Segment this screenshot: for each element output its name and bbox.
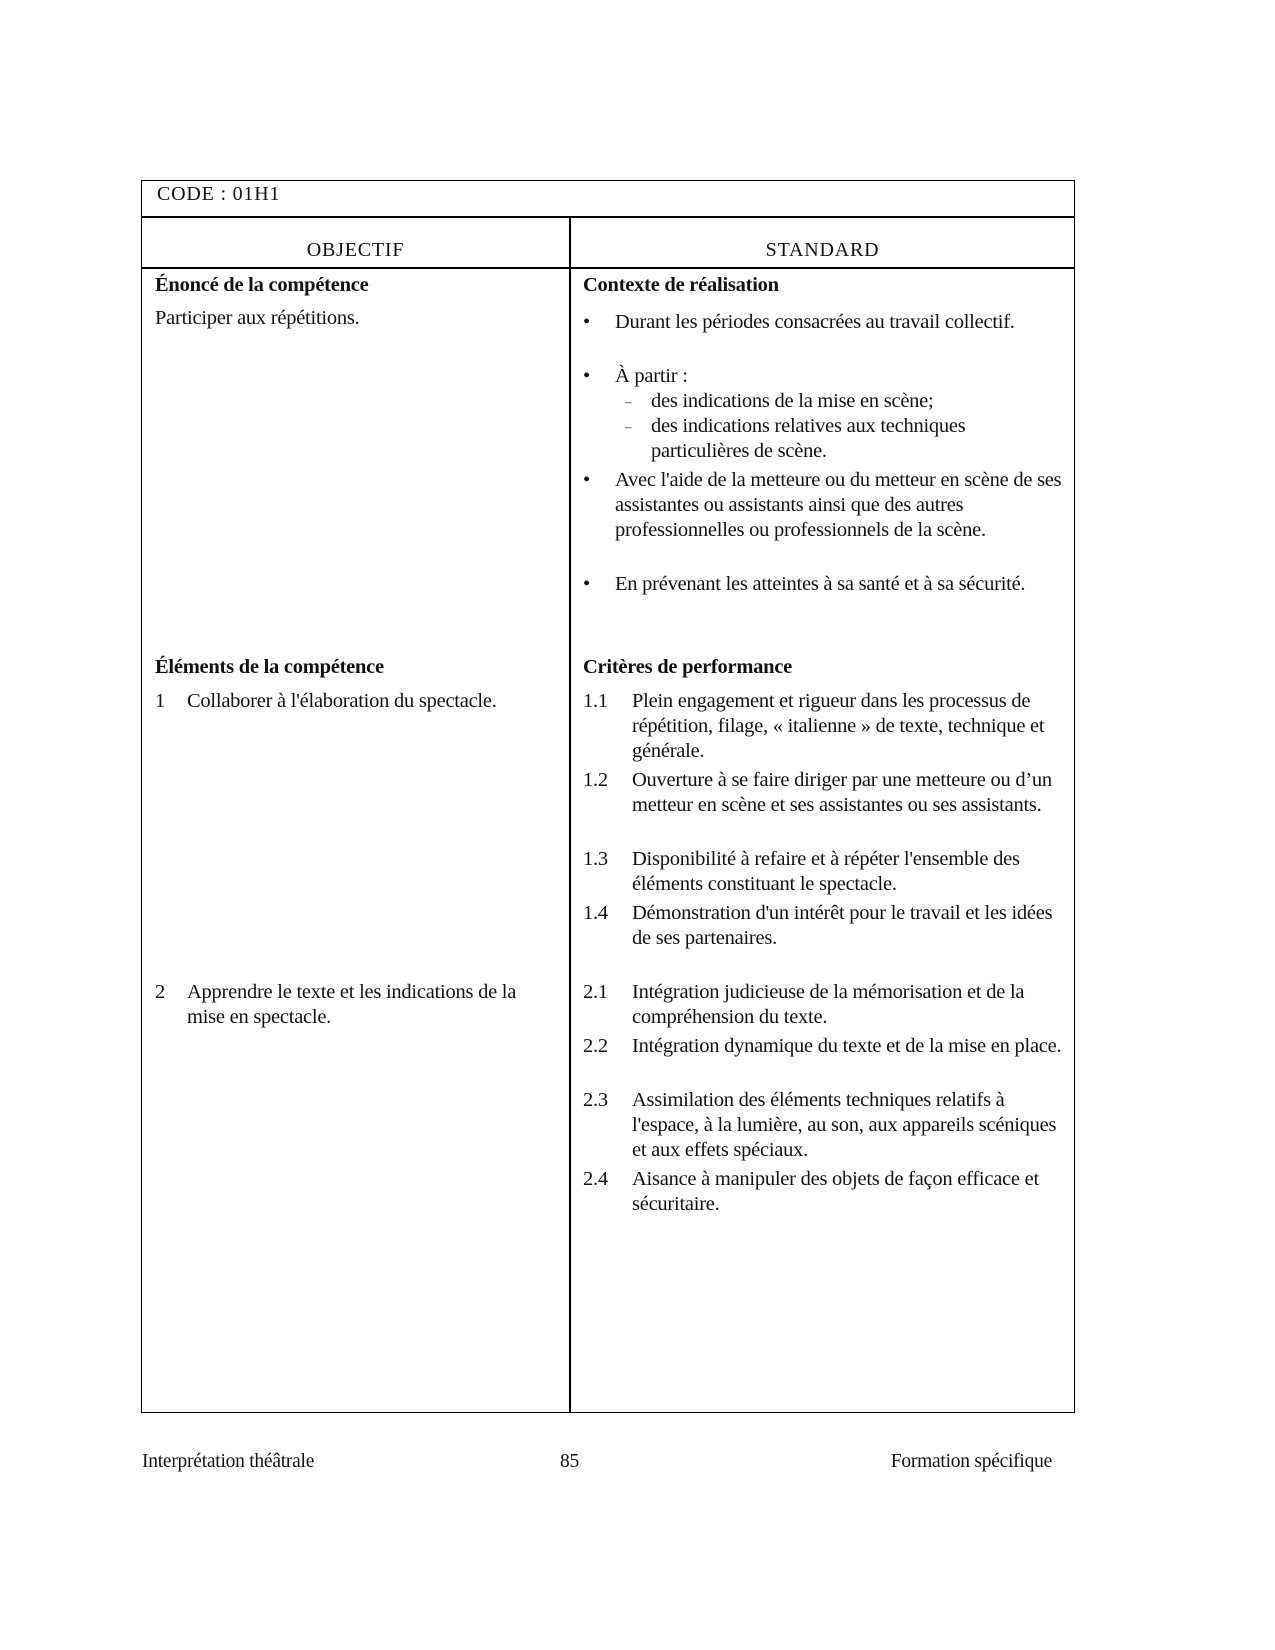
critere-number: 1.2 — [583, 769, 608, 791]
code-label: CODE : 01H1 — [157, 183, 281, 205]
critere-text: Intégration judicieuse de la mémorisation et de la compréhension du texte. — [632, 981, 1025, 1028]
dash-icon: – — [625, 394, 632, 409]
sub-text: des indications de la mise en scène; — [651, 390, 934, 412]
critere-text: Ouverture à se faire diriger par une metteure ou d’un metteur en scène et ses assistantes ou ses assistants. — [632, 769, 1052, 816]
critere-text: Disponibilité à refaire et à répéter l'ensemble des éléments constituant le spectacle. — [632, 848, 1020, 895]
sub-item — [615, 389, 1053, 414]
critere-number: 2.1 — [583, 981, 608, 1003]
elements-heading: Éléments de la compétence — [155, 656, 384, 678]
element-item — [155, 980, 555, 1030]
column-header-objectif: OBJECTIF — [306, 239, 405, 261]
element-number: 2 — [155, 981, 165, 1003]
element-text: Apprendre le texte et les indications de la mise en spectacle. — [187, 981, 517, 1028]
bullet-icon: • — [583, 365, 590, 387]
sub-text: des indications relatives aux techniques particulières de scène. — [651, 415, 966, 462]
critere-number: 2.4 — [583, 1168, 608, 1190]
column-divider — [569, 216, 571, 1413]
contexte-item — [583, 310, 1053, 335]
divider — [141, 267, 1075, 269]
critere-number: 2.3 — [583, 1089, 608, 1111]
bullet-icon: • — [583, 469, 590, 491]
bullet-icon: • — [583, 573, 590, 595]
critere-item — [583, 768, 1063, 818]
footer-right: Formation spécifique — [890, 1451, 1052, 1472]
contexte-heading: Contexte de réalisation — [583, 274, 779, 296]
element-item — [155, 689, 555, 714]
enonce-heading: Énoncé de la compétence — [155, 274, 369, 296]
dash-icon: – — [625, 419, 632, 434]
critere-item — [583, 980, 1063, 1030]
critere-item — [583, 901, 1063, 951]
critere-text: Aisance à manipuler des objets de façon efficace et sécuritaire. — [632, 1168, 1039, 1215]
critere-number: 1.4 — [583, 902, 608, 924]
contexte-item — [583, 468, 1063, 543]
element-number: 1 — [155, 690, 165, 712]
contexte-text: Avec l'aide de la metteure ou du metteur en scène de ses assistantes ou assistants ainsi que des autres professionnelles ou professionnels de la scène. — [615, 469, 1062, 541]
critere-item — [583, 1167, 1068, 1217]
critere-item — [583, 1088, 1063, 1163]
footer-left: Interprétation théâtrale — [142, 1451, 315, 1472]
critere-item — [583, 847, 1068, 897]
criteres-heading: Critères de performance — [583, 656, 793, 678]
critere-text: Assimilation des éléments techniques relatifs à l'espace, à la lumière, au son, aux appareils scéniques et aux effets spéciaux. — [632, 1089, 1057, 1161]
critere-number: 1.1 — [583, 690, 608, 712]
page-number: 85 — [560, 1451, 579, 1472]
contexte-text: À partir : — [615, 365, 688, 387]
critere-text: Plein engagement et rigueur dans les processus de répétition, filage, « italienne » de texte, technique et générale. — [632, 690, 1045, 762]
element-text: Collaborer à l'élaboration du spectacle. — [187, 690, 497, 712]
divider — [141, 216, 1075, 218]
enonce-text: Participer aux répétitions. — [155, 307, 360, 329]
contexte-item — [583, 364, 1053, 464]
critere-text: Intégration dynamique du texte et de la mise en place. — [632, 1035, 1062, 1057]
bullet-icon: • — [583, 311, 590, 333]
contexte-text: En prévenant les atteintes à sa santé et à sa sécurité. — [615, 573, 1026, 595]
column-header-standard: STANDARD — [765, 239, 880, 261]
sub-item — [615, 414, 1051, 464]
critere-text: Démonstration d'un intérêt pour le travail et les idées de ses partenaires. — [632, 902, 1053, 949]
contexte-item — [583, 572, 1053, 597]
critere-item — [583, 689, 1063, 764]
contexte-text: Durant les périodes consacrées au travail collectif. — [615, 311, 1015, 333]
critere-item — [583, 1034, 1063, 1059]
critere-number: 2.2 — [583, 1035, 608, 1057]
critere-number: 1.3 — [583, 848, 608, 870]
